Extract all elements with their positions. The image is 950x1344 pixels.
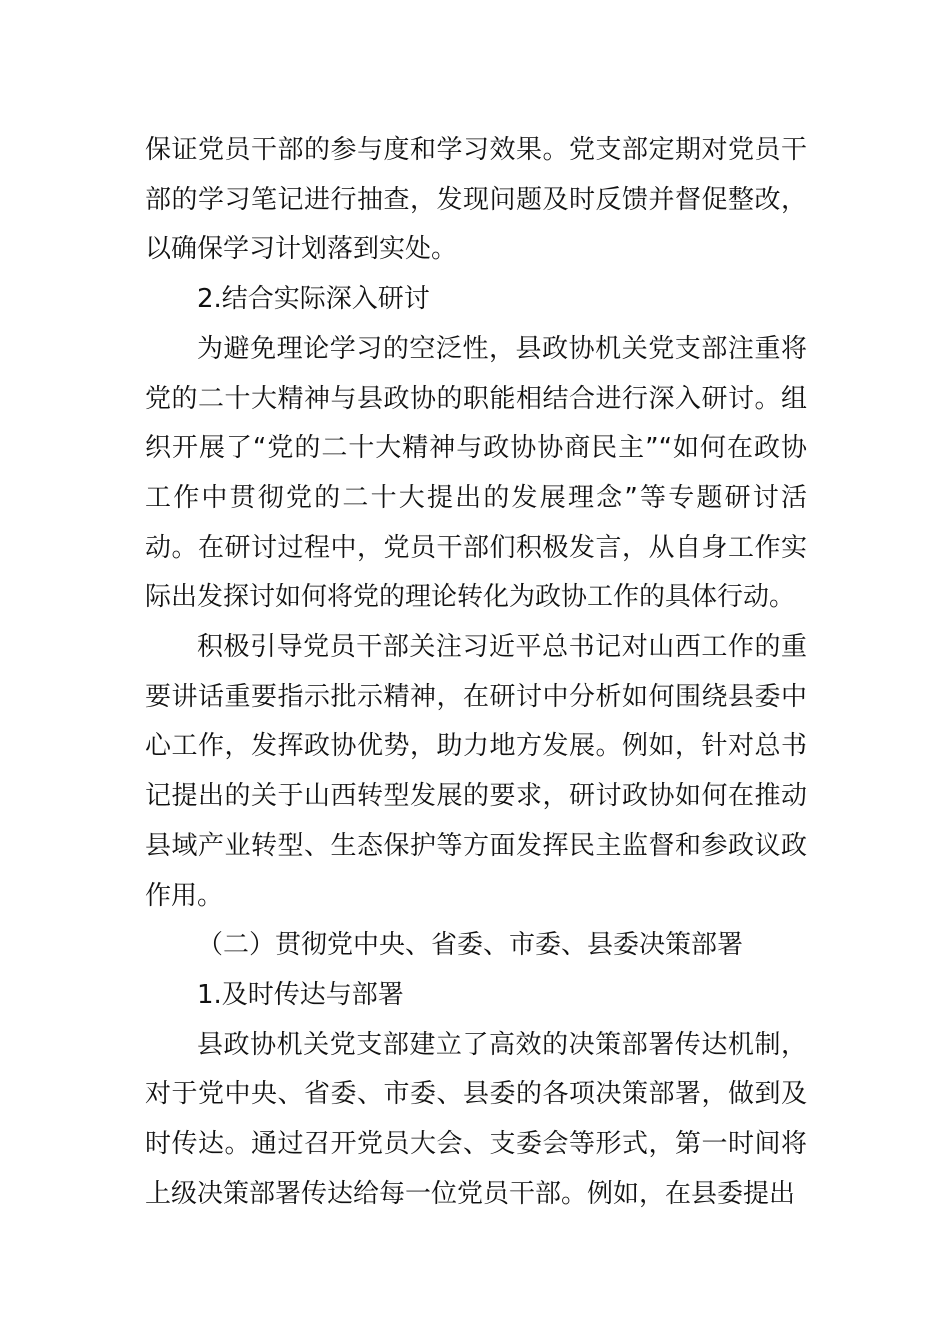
paragraph-discussion: 为避免理论学习的空泛性，县政协机关党支部注重将党的二十大精神与县政协的职能相结合进行深入研讨。组织开展了“党的二十大精神与政协协商民主”“如何在政协工作中贯彻党的二十大提出的发展理念”等专题研讨活动。在研讨过程中，党员干部们积极发言，从自身工作实际出发探讨如何将党的理论转化为政协工作的具体行动。	[145, 333, 807, 613]
subheading-transmit-deploy: 1.及时传达与部署	[197, 979, 404, 1010]
subheading-study-discussion: 2.结合实际深入研讨	[197, 284, 430, 315]
document-body	[145, 126, 807, 1219]
paragraph-guidance: 积极引导党员干部关注习近平总书记对山西工作的重要讲话重要指示批示精神，在研讨中分析如何围绕县委中心工作，发挥政协优势，助力地方发展。例如，针对总书记提出的关于山西转型发展的要求，研讨政协如何在推动县域产业转型、生态保护等方面发挥民主监督和参政议政作用。	[145, 632, 807, 911]
paragraph-mechanism: 县政协机关党支部建立了高效的决策部署传达机制，对于党中央、省委、市委、县委的各项决策部署，做到及时传达。通过召开党员大会、支委会等形式，第一时间将上级决策部署传达给每一位党员干部。例如，在县委提出	[145, 1029, 807, 1209]
section-heading-implementation: （二）贯彻党中央、省委、市委、县委决策部署	[197, 930, 744, 961]
continuation-paragraph: 保证党员干部的参与度和学习效果。党支部定期对党员干部的学习笔记进行抽查，发现问题及时反馈并督促整改，以确保学习计划落到实处。	[145, 135, 807, 265]
